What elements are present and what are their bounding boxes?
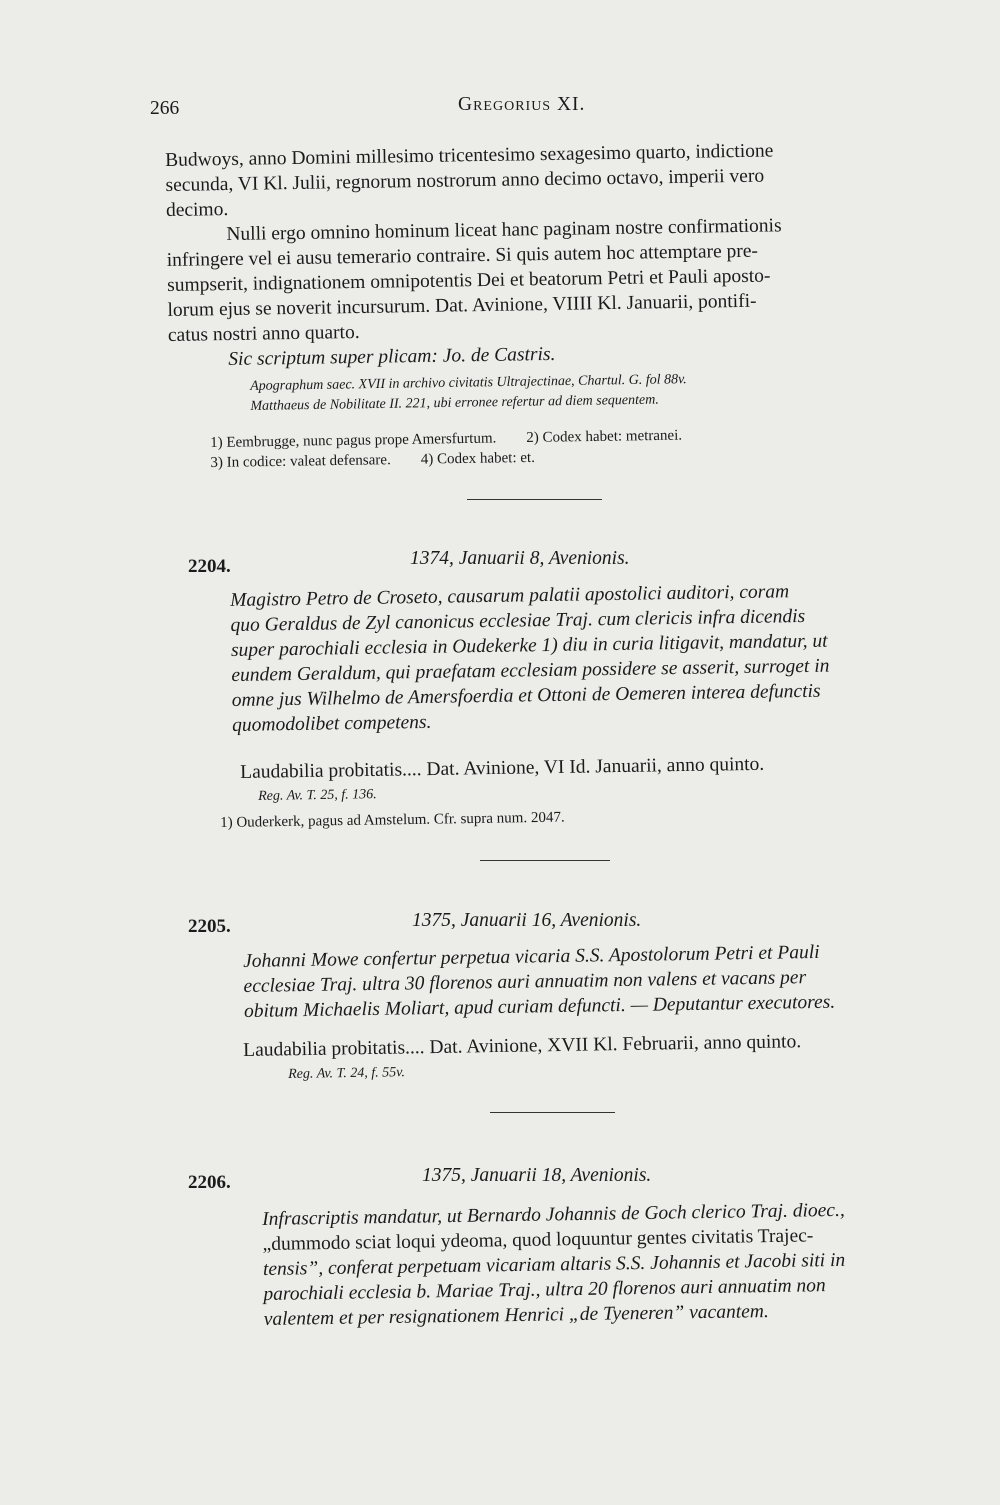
summary-line: omne jus Wilhelmo de Amersfoerdia et Ottoni de Oemeren interea defunctis [231,680,821,711]
divider [480,860,610,861]
summary-line: Magistro Petro de Croseto, causarum palatii apostolici auditori, coram [230,581,790,611]
entry-date: 1374, Januarii 8, Avenionis. [410,548,630,569]
entry-footnote: 1) Ouderkerk, pagus ad Amstelum. Cfr. supra num. 2047. [220,809,565,831]
summary-line: valentem et per resignationem Henrici „de Tyeneren” vacantem. [263,1301,769,1330]
entry-number: 2206. [188,1172,231,1193]
source-line: Matthaeus de Nobilitate II. 221, ubi erronee refertur ad diem sequentem. [250,392,659,414]
divider [467,499,602,500]
entry-summary [262,1197,924,1332]
sic-scriptum: Sic scriptum super plicam: Jo. de Castris. [228,343,556,371]
entry-incipit: Laudabilia probitatis.... Dat. Avinione, XVII Kl. Februarii, anno quinto. [243,1031,802,1061]
summary-line: quo Geraldus de Zyl canonicus ecclesiae Traj. cum clericis infra dicendis [230,605,806,636]
entry-incipit: Laudabilia probitatis.... Dat. Avinione, VI Id. Januarii, anno quinto. [240,753,765,783]
running-title: Gregorius XI. [458,94,586,115]
source-line: Apographum saec. XVII in archivo civitatis Ultrajectinae, Chartul. G. fol 88v. [250,372,687,394]
footnote-line: 3) In codice: valeat defensare. 4) Codex habet: et. [210,449,536,471]
summary-line: super parochiali ecclesia in Oudekerke 1) diu in curia litigavit, mandatur, ut [230,630,828,661]
summary-line: parochiali ecclesia b. Mariae Traj., ultra 20 florenos auri annuatim non [263,1275,826,1305]
source-note [250,370,687,417]
entry-date: 1375, Januarii 16, Avenionis. [412,910,642,931]
entry-summary [243,938,914,1024]
summary-line: quomodolibet competens. [231,711,432,736]
entry-number: 2204. [188,556,231,577]
summary-line: ecclesiae Traj. ultra 30 florenos auri annuatim non valens et vacans per [243,967,807,997]
text-line: Nulli ergo omnino hominum liceat hanc paginam nostre confirmationis [226,215,782,246]
text-line: Budwoys, anno Domini millesimo tricentesimo sexagesimo quarto, indictione [165,140,774,171]
entry-summary [230,577,912,738]
summary-line: obitum Michaelis Moliart, apud curiam defuncti. — Deputantur executores. [243,991,836,1022]
text-line: sumpserit, indignationem omnipotentis Dei et beatorum Petri et Pauli aposto- [166,265,771,296]
text-line: decimo. [165,199,229,221]
divider [490,1112,615,1113]
summary-line: Infrascriptis mandatur, ut Bernardo Johannis de Goch clerico Traj. dioec., [262,1199,845,1230]
footnotes [210,426,683,473]
text-line: infringere vel ei ausu temerario contraire. Si quis autem hoc attemptare pre- [166,240,759,271]
entry-source: Reg. Av. T. 24, f. 55v. [288,1065,406,1082]
summary-line: „dummodo sciat loqui ydeoma, quod loquuntur gentes civitatis Trajec- [262,1225,814,1255]
entry-date: 1375, Januarii 18, Avenionis. [422,1165,652,1186]
text-line: lorum ejus se noverit incursurum. Dat. Avinione, VIIII Kl. Januarii, pontifi- [167,290,757,321]
text-line: secunda, VI Kl. Julii, regnorum nostrorum anno decimo octavo, imperii vero [165,165,765,196]
summary-line: tensis”, conferat perpetuam vicariam altaris S.S. Johannis et Jacobi siti in [262,1249,846,1280]
page-number: 266 [150,98,180,119]
footnote-line: 1) Eembrugge, nunc pagus prope Amersfurtum. 2) Codex habet: metranei. [210,427,683,451]
previous-document-text [165,137,898,373]
entry-number: 2205. [188,916,231,937]
summary-line: Johanni Mowe confertur perpetua vicaria S.S. Apostolorum Petri et Pauli [243,941,820,972]
text-line: catus nostri anno quarto. [167,321,360,346]
entry-source: Reg. Av. T. 25, f. 136. [258,787,377,804]
summary-line: eundem Geraldum, qui praefatam ecclesiam possidere se asserit, surroget in [231,655,830,686]
